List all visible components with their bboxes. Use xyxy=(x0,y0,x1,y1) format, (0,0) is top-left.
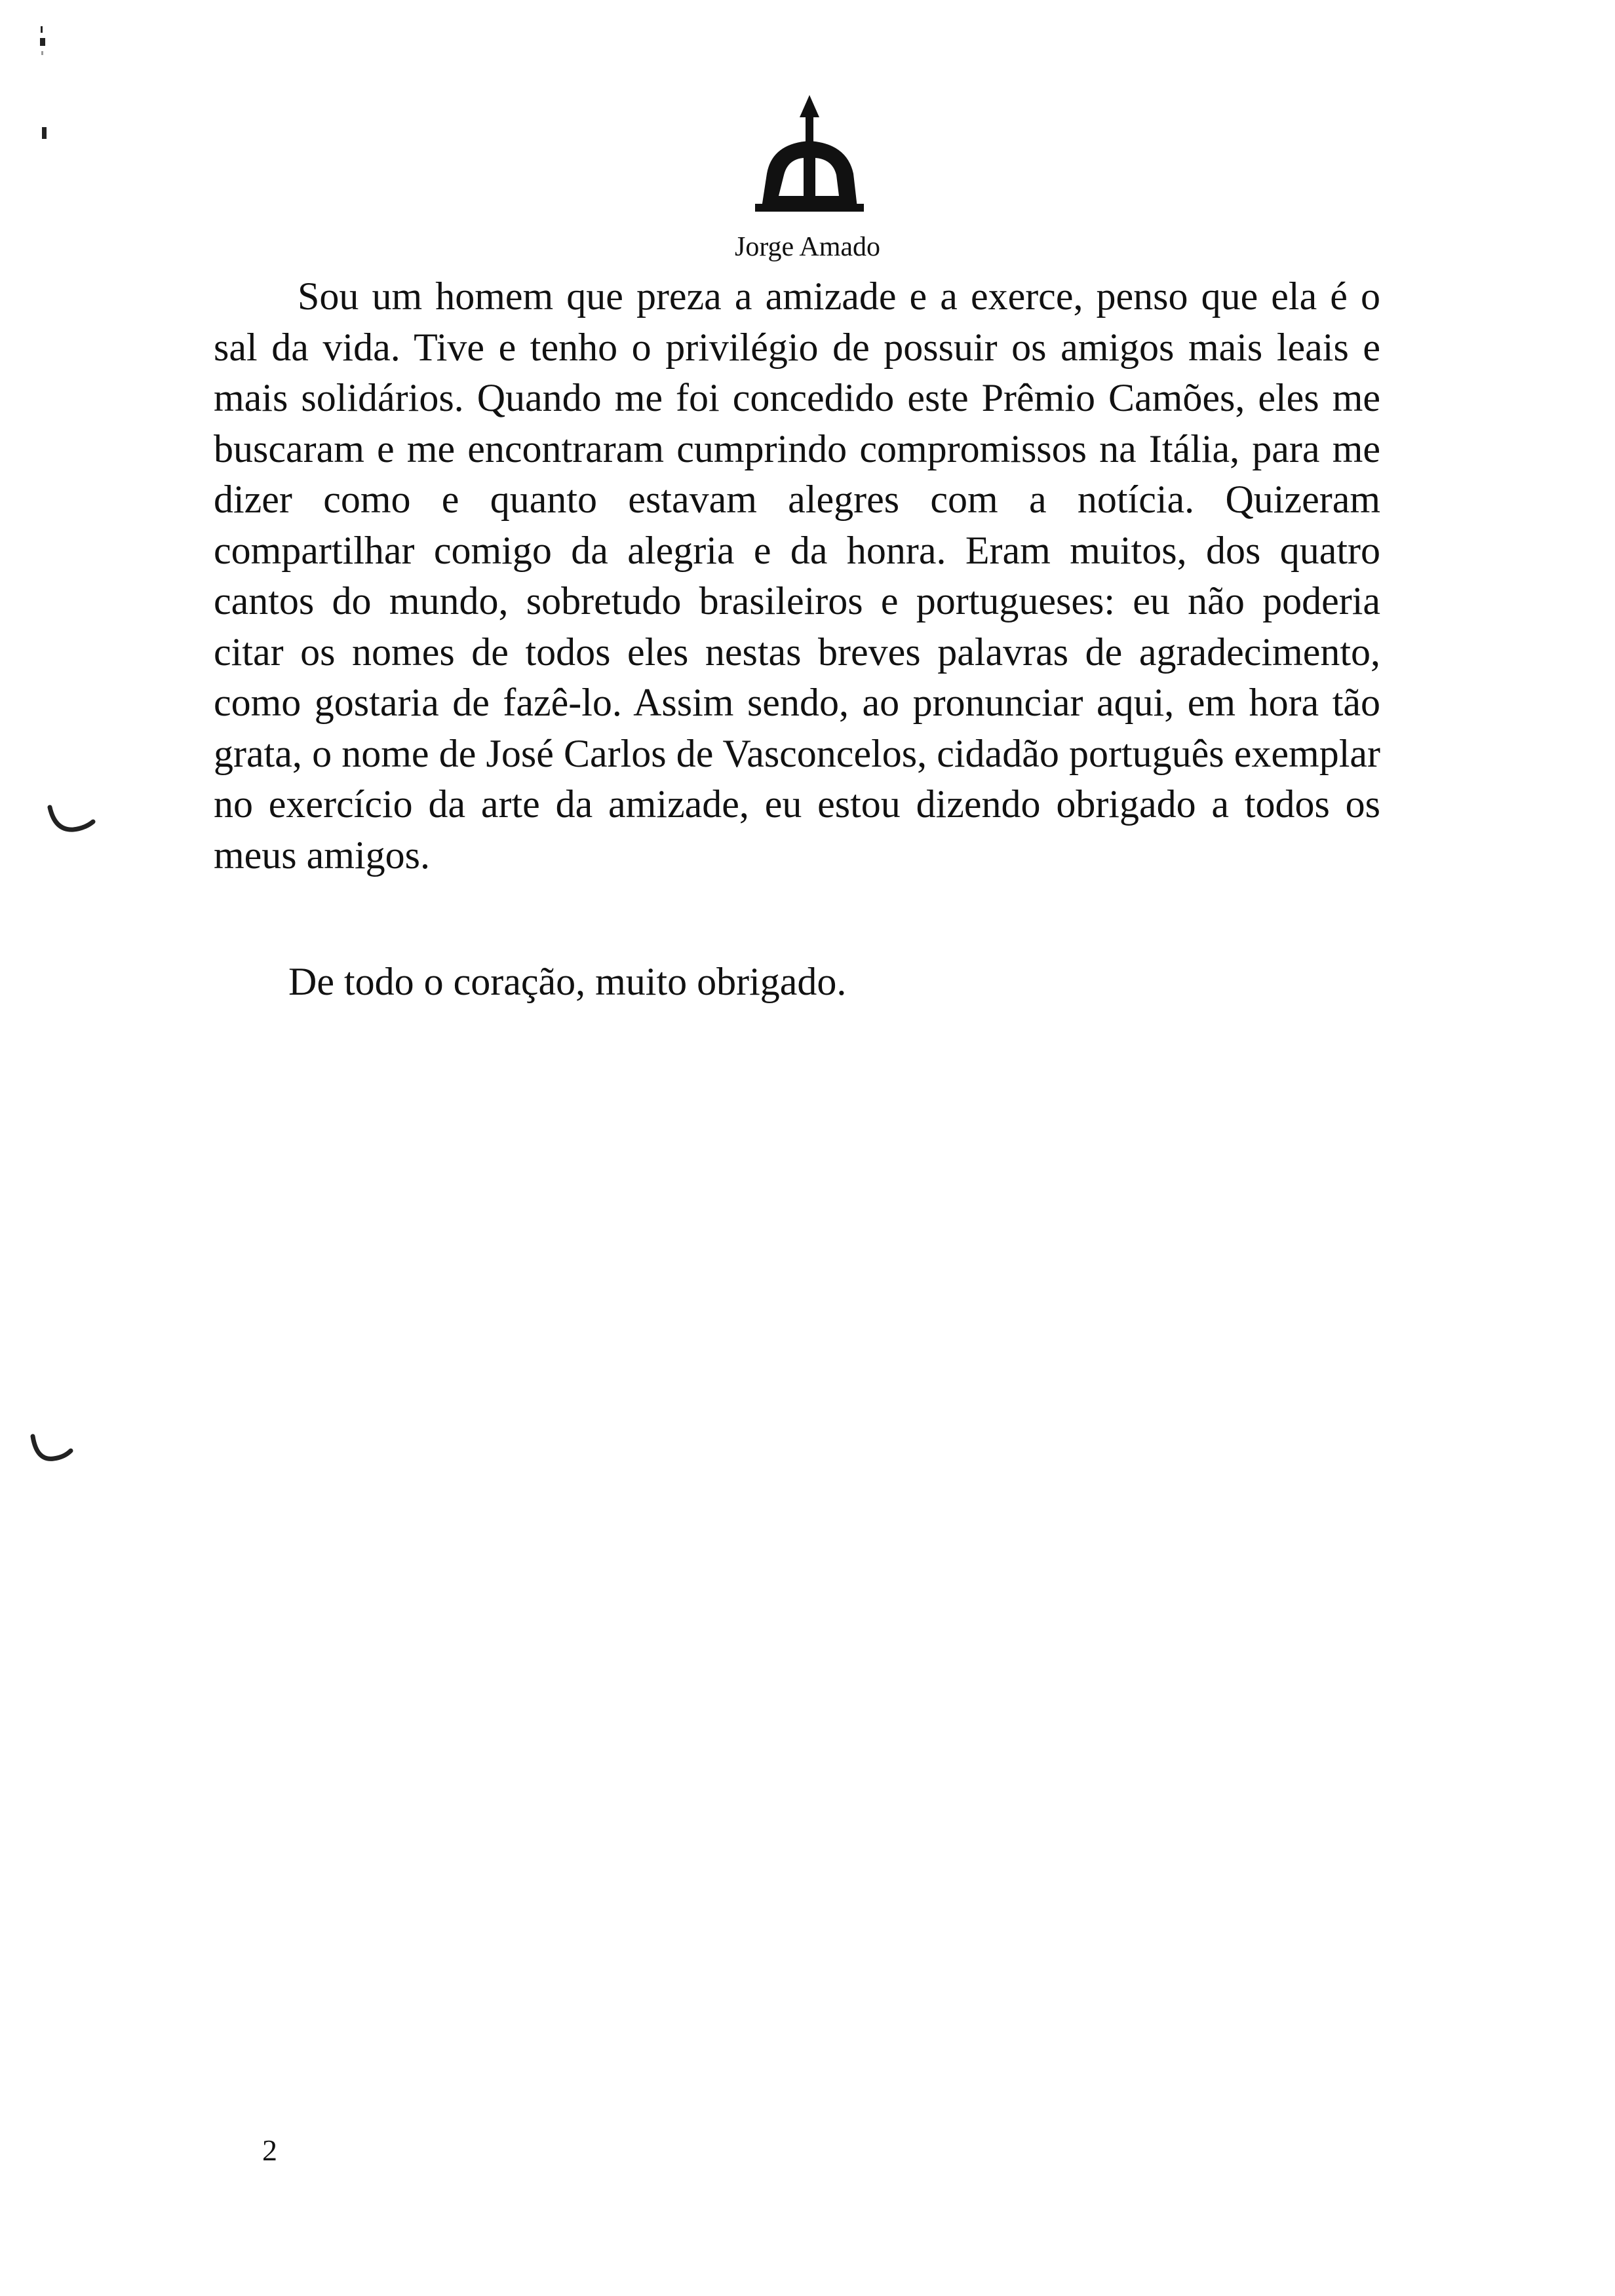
margin-curve-mark-icon xyxy=(29,1434,75,1465)
margin-tick-mark-icon xyxy=(39,126,50,142)
speech-paragraph: Sou um homem que preza a amizade e a exerce, penso que ela é o sal da vida. Tive e tenho o privilégio de possuir os amigos mais leais e mais solidários. Quando me foi concedido este Prêmio Camões, eles me buscaram e me encontraram cumprindo compromissos na Itália, para me dizer como e quanto estavam alegres com a notícia. Quizeram compartilhar comigo da alegria e da honra. Eram muitos, dos quatro cantos do mundo, sobretudo brasileiros e portugueses: eu não poderia citar os nomes de todos eles nestas breves palavras de agradecimento, como gostaria de fazê-lo. Assim sendo, ao pronunciar aqui, em hora tão grata, o nome de José Carlos de Vasconcelos, cidadão português exemplar no exercício da arte da amizade, eu estou dizendo obrigado a todos os meus amigos. xyxy=(214,275,1380,877)
margin-tick-mark-icon xyxy=(35,26,49,66)
crown-arch-emblem-icon xyxy=(747,95,872,213)
margin-curve-mark-icon xyxy=(46,805,98,835)
page-number: 2 xyxy=(262,2133,277,2167)
author-name: Jorge Amado xyxy=(734,232,881,262)
closing-line: De todo o coração, muito obrigado. xyxy=(288,960,847,1003)
